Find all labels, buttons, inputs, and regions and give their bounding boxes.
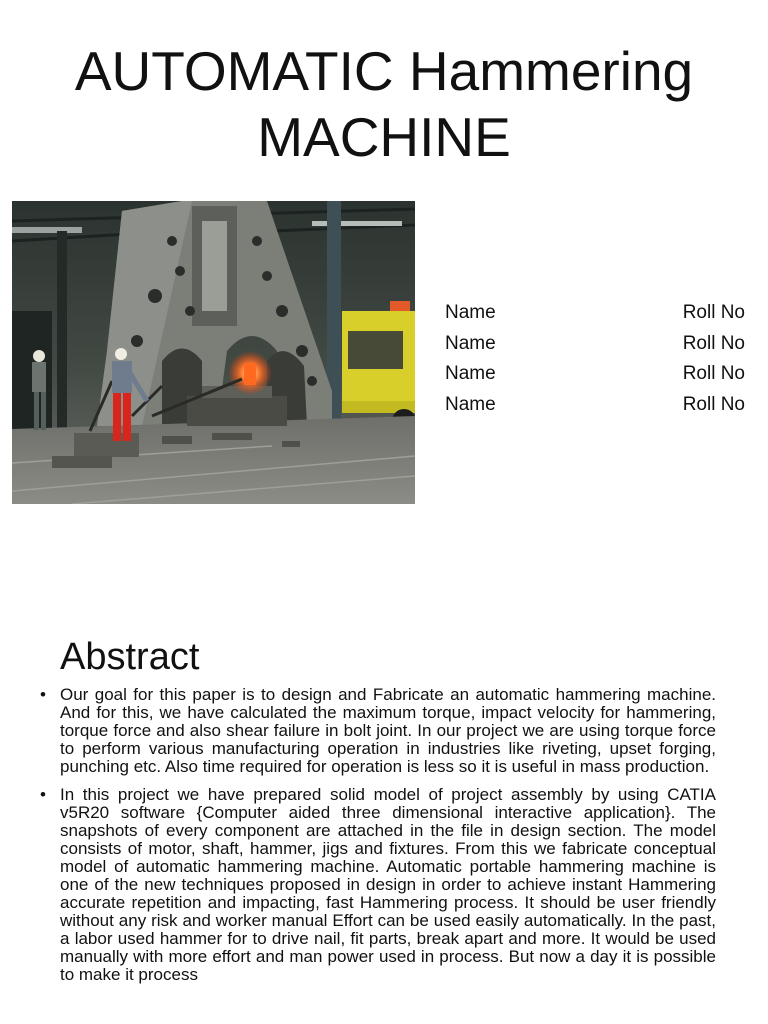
abstract-bullet-list (40, 686, 716, 1024)
member-name: Name (445, 332, 496, 354)
roster-row (445, 298, 745, 329)
abstract-paragraph-text: In this project we have prepared solid model of project assembly by using CATIA v5R20 software {Computer aided three dimensional interactive application}. The snapshots of every component are attached in the file in design section. The model consists of motor, shaft, hammer, jigs and fixtures. From this we fabricate conceptual model of automatic hammering machine. Automatic portable hammering machine is one of the new techniques proposed in design in order to achieve instant Hammering accurate repetition and impacting, fast Hammering process. It should be user friendly without any risk and worker manual Effort can be used easily automatically. In the past, a labor used hammer for to drive nail, fit parts, break apart and more. It would be used manually with more effort and man power used in process. But now a day it is possible to make it process (60, 785, 716, 984)
bullet-marker: • (40, 785, 46, 804)
abstract-heading: Abstract (60, 636, 200, 678)
member-roll-no: Roll No (682, 393, 745, 415)
abstract-paragraph (40, 686, 716, 776)
member-name: Name (445, 393, 496, 415)
member-name: Name (445, 363, 496, 384)
forging-press-photo (12, 201, 415, 504)
roster-row (445, 359, 745, 390)
member-roll-no: Roll No (682, 332, 745, 354)
member-name: Name (445, 302, 496, 323)
title-line-1: AUTOMATIC Hammering (74, 40, 694, 102)
team-roster (445, 298, 745, 420)
title-line-2: MACHINE (257, 106, 511, 168)
member-roll-no: Roll No (682, 363, 745, 384)
abstract-paragraph (40, 786, 716, 984)
bullet-marker: • (40, 686, 46, 704)
roster-row (445, 390, 745, 421)
member-roll-no: Roll No (682, 302, 745, 323)
roster-row (445, 329, 745, 360)
abstract-paragraph-text: Our goal for this paper is to design and Fabricate an automatic hammering machine. And for this, we have calculated the maximum torque, impact velocity for hammering, torque force and also shear failure in bolt joint. In our project we are using torque force to perform various manufacturing operation in industries like riveting, upset forging, punching etc. Also time required for operation is less so it is useful in mass production. (60, 686, 716, 776)
page-title (0, 38, 768, 170)
